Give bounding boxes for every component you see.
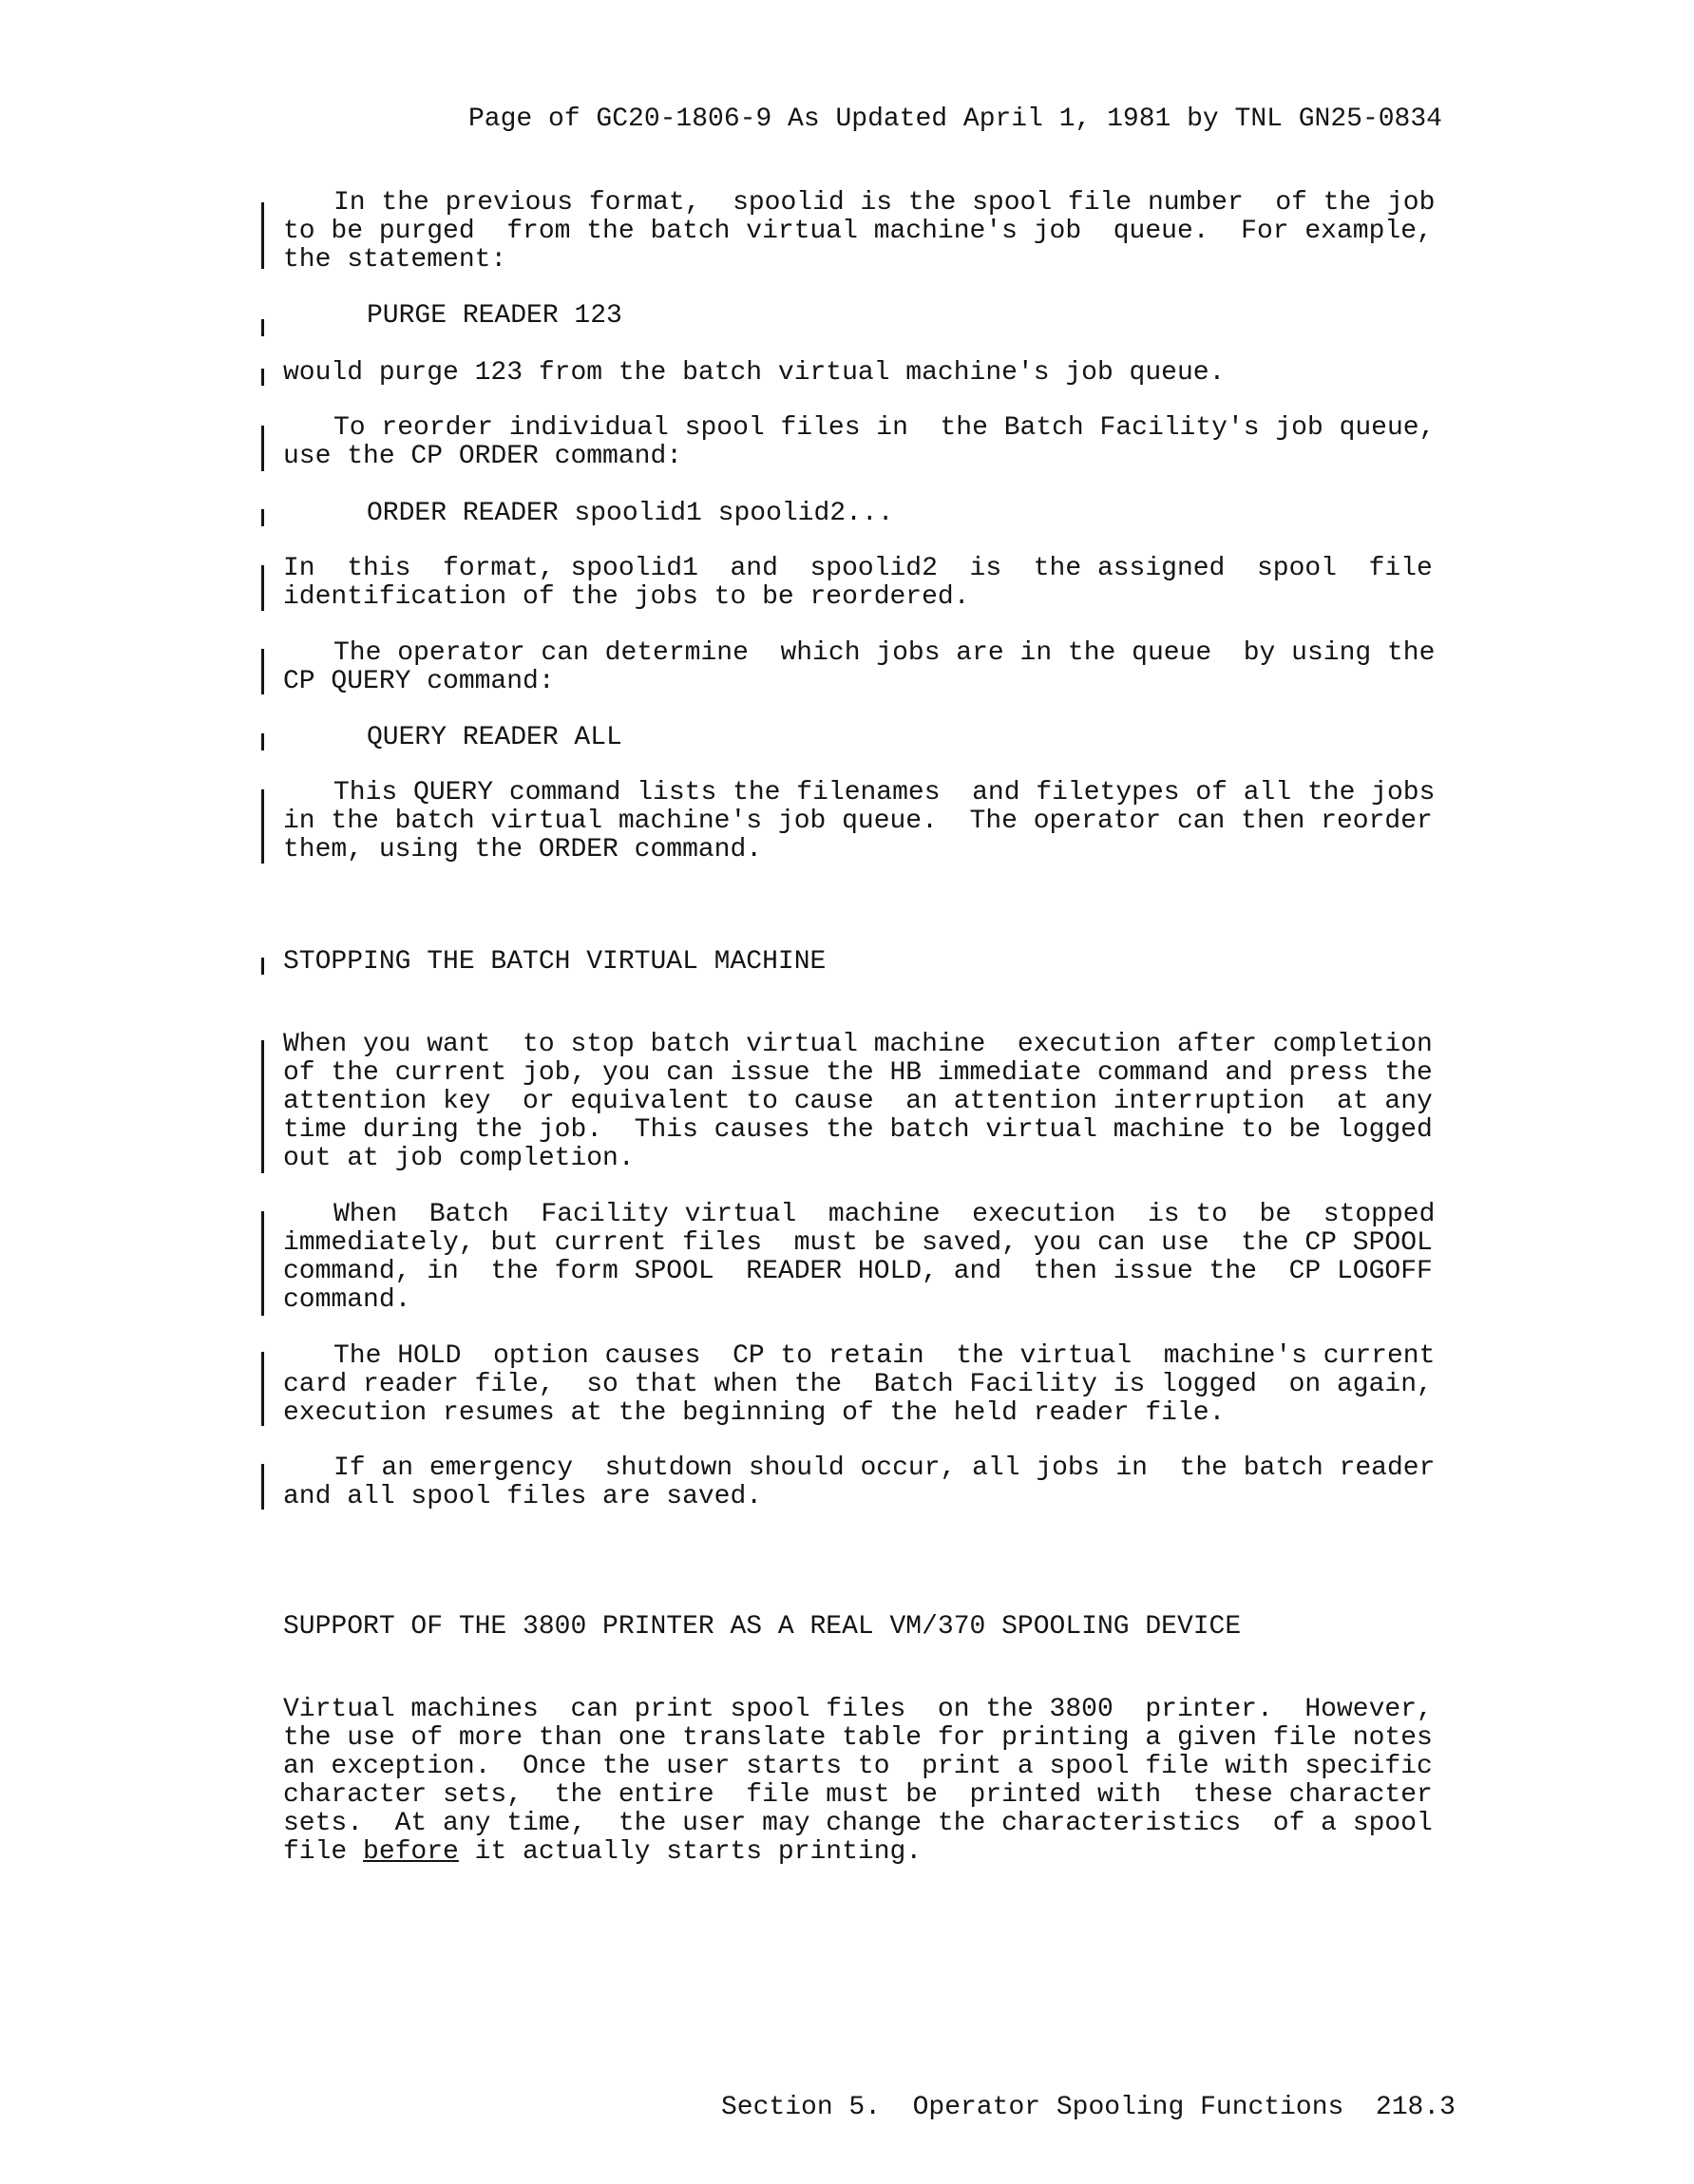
text-line: [283, 1838, 1499, 1867]
text-line: time during the job. This causes the batch virtual machine to be logged: [283, 1115, 1433, 1145]
paragraph: [283, 779, 1499, 864]
page-footer: Section 5. Operator Spooling Functions 218.3: [721, 2093, 1456, 2122]
text-fragment: it actually starts printing.: [458, 1837, 923, 1867]
revision-bar: [261, 1352, 264, 1426]
text-line: identification of the jobs to be reordered.: [283, 582, 970, 612]
command-example: [283, 302, 1499, 331]
section-heading: [283, 1613, 1499, 1642]
text-line: the statement:: [283, 245, 507, 275]
text-line: This QUERY command lists the filenames and filetypes of all the jobs: [333, 778, 1436, 807]
revision-bar: [261, 958, 264, 975]
section-heading-text: SUPPORT OF THE 3800 PRINTER AS A REAL VM/370 SPOOLING DEVICE: [283, 1612, 1242, 1642]
text-line: To reorder individual spool files in the Batch Facility's job queue,: [333, 413, 1436, 443]
section-heading: [283, 948, 1499, 977]
text-fragment: file: [283, 1837, 364, 1867]
paragraph: [283, 189, 1499, 275]
paragraph: [283, 1201, 1499, 1315]
revision-bar: [261, 202, 264, 269]
revision-bar: [261, 733, 264, 750]
command-line: PURGE READER 123: [367, 301, 622, 331]
revision-bar: [261, 369, 264, 386]
command-line: ORDER READER spoolid1 spoolid2...: [367, 499, 894, 528]
text-line: When Batch Facility virtual machine execution is to be stopped: [333, 1200, 1436, 1229]
command-example: [283, 724, 1499, 752]
text-line: The operator can determine which jobs are in the queue by using the: [333, 638, 1436, 668]
underlined-word: before: [363, 1837, 459, 1867]
text-line: CP QUERY command:: [283, 667, 555, 696]
text-line: and all spool files are saved.: [283, 1482, 763, 1511]
text-line: would purge 123 from the batch virtual machine's job queue.: [283, 358, 1226, 388]
text-line: out at job completion.: [283, 1144, 635, 1173]
revision-bar: [261, 649, 264, 694]
text-line: immediately, but current files must be saved, you can use the CP SPOOL: [283, 1228, 1433, 1258]
text-line: character sets, the entire file must be printed with these character: [283, 1780, 1433, 1810]
text-line: an exception. Once the user starts to print a spool file with specific: [283, 1752, 1433, 1781]
text-line: to be purged from the batch virtual machine's job queue. For example,: [283, 217, 1433, 246]
revision-bar: [261, 565, 264, 611]
paragraph: [283, 1342, 1499, 1428]
revision-bar: [261, 1040, 264, 1173]
text-line: in the batch virtual machine's job queue. The operator can then reorder: [283, 807, 1433, 836]
text-line: command, in the form SPOOL READER HOLD, and then issue the CP LOGOFF: [283, 1257, 1433, 1286]
paragraph: [283, 359, 1499, 388]
paragraph: [283, 1031, 1499, 1173]
command-line: QUERY READER ALL: [367, 723, 622, 752]
text-line: command.: [283, 1285, 411, 1315]
revision-bar: [261, 789, 264, 864]
paragraph: [283, 555, 1499, 612]
text-line: In the previous format, spoolid is the spool file number of the job: [333, 188, 1436, 218]
revision-bar: [261, 426, 264, 471]
section-heading-text: STOPPING THE BATCH VIRTUAL MACHINE: [283, 947, 827, 977]
paragraph: [283, 1454, 1499, 1511]
text-line: the use of more than one translate table for printing a given file notes: [283, 1723, 1433, 1753]
text-line: The HOLD option causes CP to retain the virtual machine's current: [333, 1341, 1436, 1371]
text-line: use the CP ORDER command:: [283, 442, 683, 471]
text-line: In this format, spoolid1 and spoolid2 is the assigned spool file: [283, 554, 1433, 583]
text-line: of the current job, you can issue the HB immediate command and press the: [283, 1058, 1433, 1088]
text-line: attention key or equivalent to cause an attention interruption at any: [283, 1087, 1433, 1116]
text-line: execution resumes at the beginning of the held reader file.: [283, 1398, 1226, 1428]
paragraph: [283, 414, 1499, 471]
command-example: [283, 500, 1499, 528]
text-line: Virtual machines can print spool files on the 3800 printer. However,: [283, 1695, 1433, 1724]
text-line: card reader file, so that when the Batch Facility is logged on again,: [283, 1370, 1433, 1399]
revision-bar: [261, 509, 264, 526]
revision-bar: [261, 319, 264, 336]
page-header: Page of GC20-1806-9 As Updated April 1, 1981 by TNL GN25-0834: [468, 104, 1442, 134]
text-line: them, using the ORDER command.: [283, 835, 763, 864]
paragraph: [283, 1696, 1499, 1867]
text-line: sets. At any time, the user may change the characteristics of a spool: [283, 1809, 1433, 1838]
paragraph: [283, 639, 1499, 696]
text-line: If an emergency shutdown should occur, all jobs in the batch reader: [333, 1453, 1436, 1483]
text-line: When you want to stop batch virtual machine execution after completion: [283, 1030, 1433, 1059]
revision-bar: [261, 1464, 264, 1510]
revision-bar: [261, 1211, 264, 1316]
